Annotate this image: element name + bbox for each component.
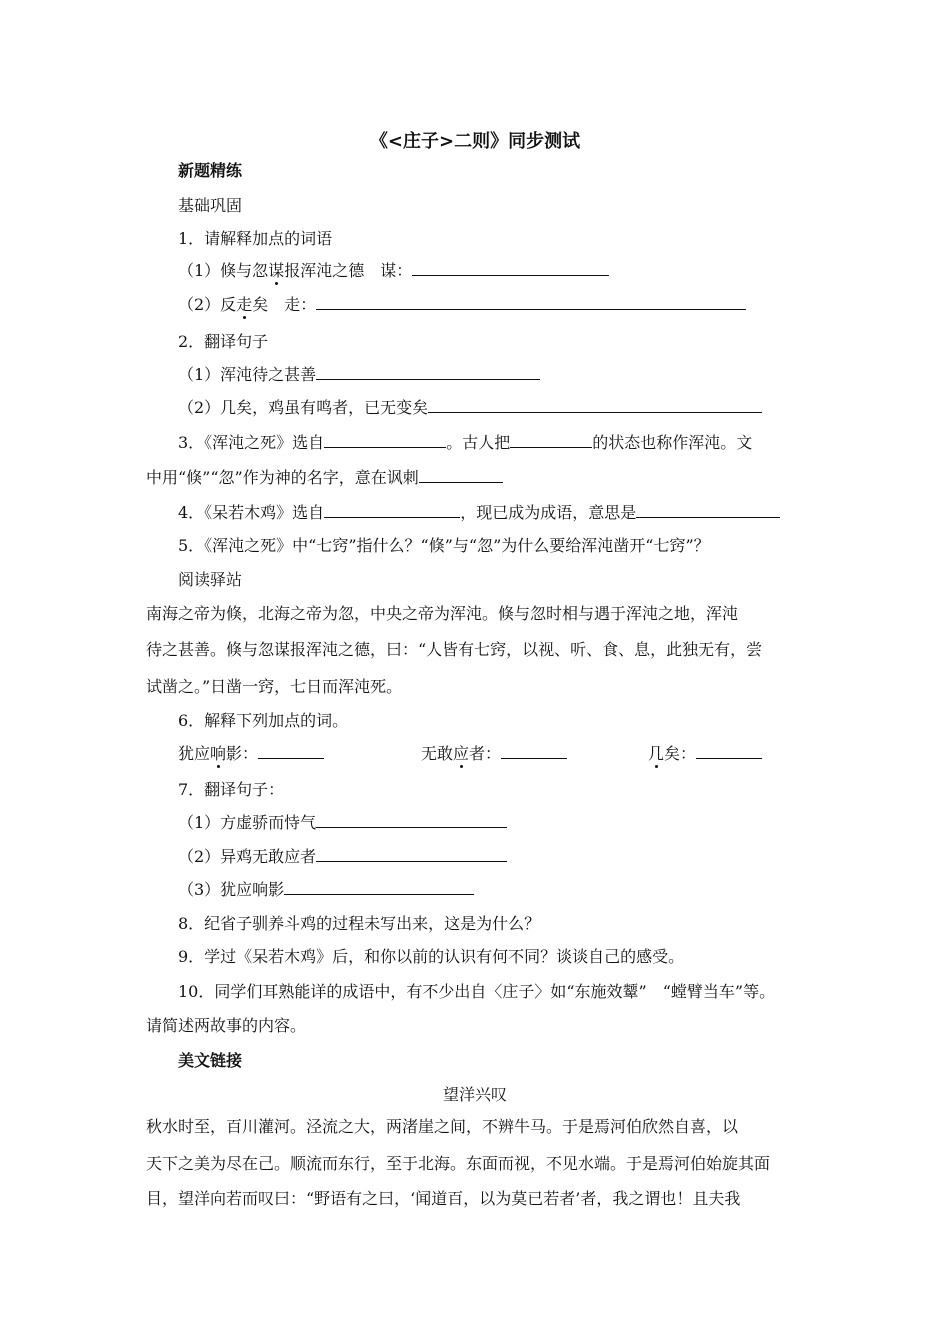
- dotted-word: 几: [648, 744, 665, 763]
- text-fragment: 影：: [226, 744, 259, 763]
- text-fragment: 矣：: [664, 744, 697, 763]
- page-title: 《<庄子>二则》同步测试: [369, 131, 581, 152]
- text-fragment: 犹应: [178, 744, 211, 763]
- question-1-item-2: [178, 294, 746, 316]
- question-6-item-1: [178, 743, 324, 765]
- subheading-reading: 阅读驿站: [178, 570, 243, 589]
- answer-blank[interactable]: [324, 432, 446, 448]
- question-2-stem: 2．翻译句子: [178, 332, 269, 351]
- question-9: 9．学过《呆若木鸡》后，和你以前的认识有何不同？谈谈自己的感受。: [178, 947, 685, 966]
- text-fragment: 无敢: [421, 744, 454, 763]
- answer-blank[interactable]: [510, 432, 592, 448]
- essay-line-3: 目，望洋向若而叹曰：“野语有之曰，‘闻道百，以为莫已若者’者，我之谓也！且夫我: [146, 1189, 741, 1208]
- text-fragment: ，现已成为成语，意思是: [460, 503, 637, 522]
- text-fragment: （1）方虚骄而恃气: [178, 813, 317, 832]
- text-fragment: 3．《浑沌之死》选自: [178, 433, 325, 452]
- question-1-stem: 1．请解释加点的词语: [178, 229, 333, 248]
- answer-blank[interactable]: [284, 879, 474, 895]
- question-5: 5．《浑沌之死》中“七窍”指什么？“倏”与“忽”为什么要给浑沌凿开“七窍”？: [178, 536, 710, 555]
- answer-blank[interactable]: [412, 260, 609, 276]
- text-fragment: （2）异鸡无敢应者: [178, 847, 317, 866]
- text-fragment: 者：: [469, 744, 502, 763]
- text-fragment: 。古人把: [446, 433, 511, 452]
- question-6-item-3: [648, 743, 762, 765]
- dotted-word: 应: [453, 744, 470, 763]
- question-2-item-1: [178, 364, 540, 386]
- text-fragment: （2）几矣，鸡虽有鸣者，已无变矣: [178, 398, 429, 417]
- section-heading-link: 美文链接: [178, 1051, 243, 1070]
- answer-blank[interactable]: [316, 812, 507, 828]
- question-2-item-2: [178, 397, 762, 419]
- question-8: 8．纪省子驯养斗鸡的过程未写出来，这是为什么？: [178, 914, 541, 933]
- dotted-word: 谋: [268, 261, 285, 280]
- answer-blank[interactable]: [258, 743, 324, 759]
- answer-blank[interactable]: [696, 743, 762, 759]
- text-fragment: 矣 走：: [252, 295, 317, 314]
- text-fragment: （1）倏与忽: [178, 261, 269, 280]
- answer-blank[interactable]: [419, 467, 503, 483]
- reading-paragraph-line-3: 试凿之。”日凿一窍，七日而浑沌死。: [146, 677, 403, 696]
- dotted-word: 响: [210, 744, 227, 763]
- subheading-basic: 基础巩固: [178, 196, 243, 215]
- text-fragment: （2）反: [178, 295, 237, 314]
- essay-line-1: 秋水时至，百川灌河。泾流之大，两渚崖之间，不辨牛马。于是焉河伯欣然自喜，以: [146, 1117, 739, 1136]
- answer-blank[interactable]: [316, 294, 746, 310]
- dotted-word: 走: [236, 295, 253, 314]
- reading-paragraph-line-2: 待之甚善。倏与忽谋报浑沌之德，曰：“人皆有七窍，以视、听、食、息，此独无有，尝: [146, 640, 763, 659]
- question-7-item-2: [178, 846, 507, 868]
- section-heading-new: 新题精练: [178, 161, 243, 180]
- question-6-stem: 6．解释下列加点的词。: [178, 711, 349, 730]
- question-10-line-2: 请简述两故事的内容。: [146, 1016, 307, 1035]
- text-fragment: （3）犹应响影: [178, 880, 285, 899]
- text-fragment: 的状态也称作浑沌。文: [592, 433, 753, 452]
- text-fragment: 4．《呆若木鸡》选自: [178, 503, 325, 522]
- text-fragment: （1）浑沌待之甚善: [178, 365, 317, 384]
- answer-blank[interactable]: [316, 364, 540, 380]
- question-4: [178, 502, 780, 524]
- text-fragment: 中用“倏”“忽”作为神的名字，意在讽刺: [146, 468, 419, 487]
- question-7-stem: 7．翻译句子：: [178, 780, 285, 799]
- answer-blank[interactable]: [636, 502, 780, 518]
- essay-line-2: 天下之美为尽在己。顺流而东行，至于北海。东面而视，不见水端。于是焉河伯始旋其面: [146, 1154, 771, 1173]
- answer-blank[interactable]: [324, 502, 460, 518]
- question-7-item-1: [178, 812, 507, 834]
- answer-blank[interactable]: [316, 846, 507, 862]
- answer-blank[interactable]: [501, 743, 567, 759]
- answer-blank[interactable]: [428, 397, 762, 413]
- question-10-line-1: 10．同学们耳熟能详的成语中，有不少出自〈庄子〉如“东施效颦” “螳臂当车”等。: [178, 982, 776, 1001]
- question-7-item-3: [178, 879, 474, 901]
- essay-title: 望洋兴叹: [442, 1085, 507, 1104]
- question-3-line-2: [146, 467, 503, 489]
- question-3-line-1: [178, 432, 752, 454]
- text-fragment: 报浑沌之德 谋：: [284, 261, 413, 280]
- reading-paragraph-line-1: 南海之帝为倏，北海之帝为忽，中央之帝为浑沌。倏与忽时相与遇于浑沌之地，浑沌: [146, 604, 739, 623]
- question-1-item-1: [178, 260, 609, 282]
- question-6-item-2: [421, 743, 567, 765]
